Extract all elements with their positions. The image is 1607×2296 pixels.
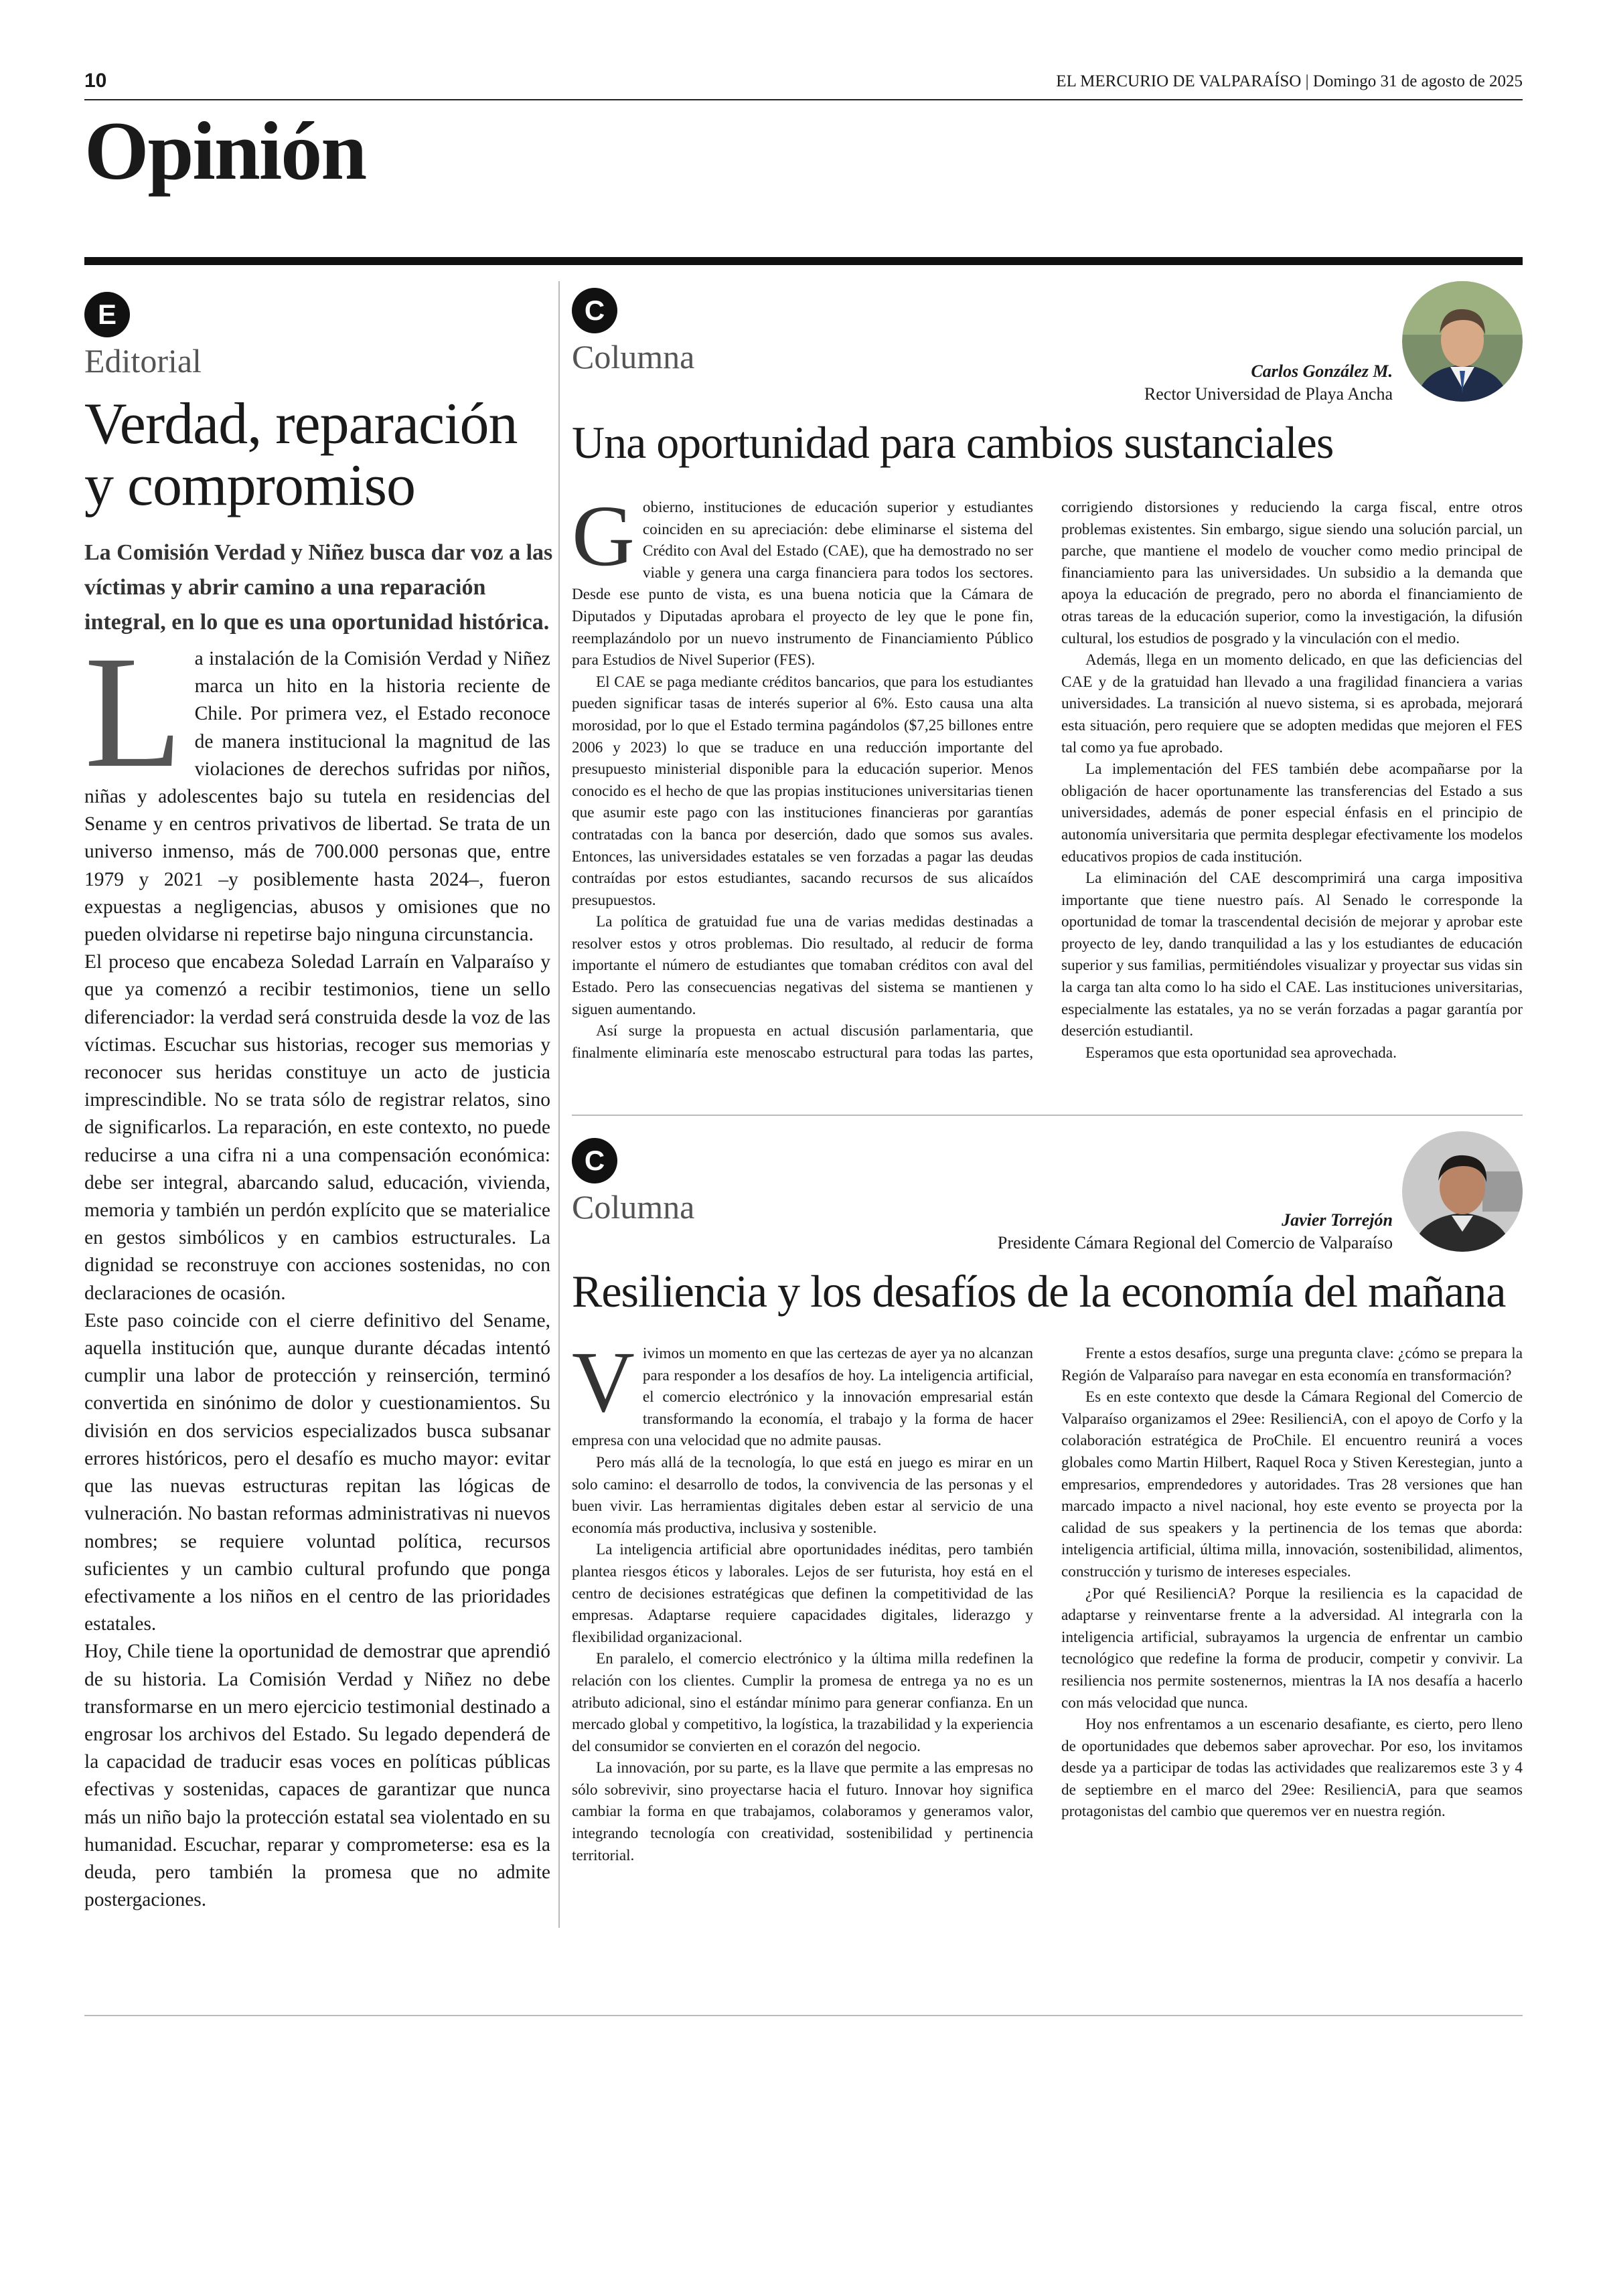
column-divider [558, 281, 560, 1928]
column2-body [572, 1334, 1523, 1932]
editorial-paragraph: Este paso coincide con el cierre definitivo del Sename, aquella institución que, aunque durante décadas intentó cumplir una labor de protección y reinserción, terminó convertida en sinónimo de dolor y cuestionamientos. Su división en dos servicios especializados busca subsanar errores históricos, pero el desafío es mucho mayor: evitar que las nuevas estructuras repitan las lógicas de vulneración. No bastan reformas administrativas ni nuevos nombres; se requiere voluntad política, recursos suficientes y un cambio cultural profundo que ponga efectivamente a los niños en el centro de las prioridades estatales. [84, 1309, 550, 1635]
column2-paragraph: La innovación, por su parte, es la llave que permite a las empresas no sólo sobrevivir, sino proyectarse hacia el futuro. Innovar hoy significa cambiar la forma en que trabajamos, colaboramos y generamos valor, integrando tecnología con creatividad, sostenibilidad y pertinencia territorial. [572, 1759, 1033, 1864]
column2-author-avatar [1402, 1131, 1523, 1252]
column1-author-name: Carlos González M. [1251, 361, 1393, 381]
column1-drop-cap: G [572, 488, 635, 584]
column1-headline: Una oportunidad para cambios sustanciales [572, 417, 1334, 468]
column2-paragraph: Es en este contexto que desde la Cámara Regional del Comercio de Valparaíso organizamos el 29ee: ResilienciA, con el apoyo de Corfo y la colaboración estratégica de ProChile. El encuentro reunirá a voces globales como Martin Hilbert, Raquel Roca y Stiven Kerestegian, junto a empresarios, emprendedores y autoridades. Tras 28 versiones que han marcado impacto a nivel nacional, hoy este evento se proyecta por la calidad de sus speakers y la pertinencia de los temas que aborda: inteligencia artificial, última milla, innovación, sostenibilidad, alimentos, construcción y turismo de intereses especiales. [1061, 1388, 1523, 1580]
column2-author-role: Presidente Cámara Regional del Comercio de Valparaíso [997, 1233, 1393, 1252]
section-title: Opinión [84, 105, 366, 197]
editorial-lead: La Comisión Verdad y Niñez busca dar voz a las víctimas y abrir camino a una reparación integral, en lo que es una oportunidad histórica. [84, 540, 553, 635]
column2-paragraph: En paralelo, el comercio electrónico y la última milla redefinen la relación con los clientes. Cumplir la promesa de entrega ya no es un atributo adicional, sino el estándar mínimo para generar confianza. En un mercado global y competitivo, la logística, la trazabilidad y la experiencia del consumidor se convierten en el corazón del negocio. [572, 1650, 1033, 1755]
column1-paragraph: Además, llega en un momento delicado, en que las deficiencias del CAE y de la gratuidad han llevado a una fragilidad financiera a varias universidades. La transición al nuevo sistema, si es aprobada, mejorará esta situación, pero requiere que se adopten medidas que mejoren el FES tal como ya fue aprobado. [1061, 651, 1523, 756]
column1-body [572, 488, 1523, 1106]
page-number: 10 [84, 70, 107, 92]
column2-headline: Resiliencia y los desafíos de la economía del mañana [572, 1266, 1506, 1317]
column2-paragraph: ivimos un momento en que las certezas de ayer ya no alcanzan para responder a los desafíos de hoy. La inteligencia artificial, el comercio electrónico y la innovación empresarial están transformando la economía, el trabajo y la forma de hacer empresa con una velocidad que no admite pausas. [572, 1345, 1033, 1450]
editorial-kicker: Editorial [84, 342, 202, 380]
column1-paragraph: La política de gratuidad fue una de varias medidas destinadas a resolver estos y otros problemas. Dio resultado, al reducir de forma importante el número de estudiantes que tomaban créditos con aval del Estado. Pero las consecuencias negativas del sistema se mantienen y siguen aumentando. [572, 913, 1033, 1018]
column2-paragraph: Hoy nos enfrentamos a un escenario desafiante, es cierto, pero lleno de oportunidades que debemos saber aprovechar. Por eso, los invitamos desde ya a participar de todas las actividades que realizaremos este 3 y 4 de septiembre en el marco del 29ee: ResilienciA, para que seamos protagonistas del cambio que queremos ver en nuestra región. [1061, 1716, 1523, 1821]
column2-paragraph: La inteligencia artificial abre oportunidades inéditas, pero también plantea riesgos éticos y laborales. Lejos de ser futurista, hoy está en el centro de decisiones estratégicas que definen la competitividad de las empresas. Adaptarse requiere capacidades digitales, liderazgo y flexibilidad organizacional. [572, 1541, 1033, 1646]
column1-paragraph: La implementación del FES también debe acompañarse por la obligación de hacer oportunamente las transferencias del Estado a sus universidades, además de poner especial énfasis en el principio de autonomía universitaria que permita desplegar efectivamente los modelos educativos propios de cada institución. [1061, 760, 1523, 866]
column1-paragraph: Así surge la propuesta en actual discusión parlamentaria, que finalmente eliminaría este menoscabo estructural para todas las partes, corrigiendo distorsiones y reduciendo la carga fiscal, entre otros problemas existentes. Sin embargo, sigue siendo una solución parcial, un parche, que mantiene el modelo de voucher como medio principal de financiamiento para las universidades. Un subsidio a la demanda que apoya la educación de pregrado, pero no aborda el financiamiento de otras tareas de la educación superior, como la investigación, la difusión cultural, los estudios de posgrado y la vinculación con el medio. [572, 499, 1523, 1062]
column1-kicker: Columna [572, 338, 695, 376]
column2-paragraph: Pero más allá de la tecnología, lo que está en juego es mirar en un solo camino: el desarrollo de todos, la convivencia de las personas y el buen vivir. Las herramientas digitales deben estar al servicio de una economía más productiva, inclusiva y sostenible. [572, 1453, 1033, 1537]
masthead: EL MERCURIO DE VALPARAÍSO | Domingo 31 de agosto de 2025 [1056, 72, 1523, 90]
editorial-headline: Verdad, reparación y compromiso [84, 392, 518, 518]
column2-author-name: Javier Torrejón [1282, 1210, 1393, 1230]
column2-paragraph: ¿Por qué ResilienciA? Porque la resiliencia es la capacidad de adaptarse y reinventarse frente a la adversidad. Al integrarla con la inteligencia artificial, subrayamos la urgencia de enfrentar un cambio tecnológico que redefine la forma de producir, competir y convivir. La resiliencia nos permite sostenernos, mientras la IA nos desafía a hacerlo con más velocidad que nunca. [1061, 1584, 1523, 1712]
column2-badge: C [572, 1138, 617, 1183]
editorial-body [84, 623, 550, 1914]
editorial-paragraph: El proceso que encabeza Soledad Larraín en Valparaíso y que ya comenzó a recibir testimonios, tiene un sello diferenciador: la verdad será construida desde la voz de las víctimas. Escuchar sus historias, recoger sus memorias y reconocer sus heridas constituye un acto de justicia imprescindible. No se trata sólo de registrar relatos, sino de significarlos. La reparación, en este contexto, no puede reducirse a una cifra ni a una compensación económica: debe ser integral, abarcando salud, educación, vivienda, memoria y también un perdón explícito que se materialice en gestos simbólicos y en cambios estructurales. La dignidad se reconstruye con acciones sostenidas, no con declaraciones de ocasión. [84, 951, 550, 1304]
editorial-drop-cap: L [84, 623, 183, 801]
column2-kicker: Columna [572, 1188, 695, 1226]
bottom-rule [84, 2015, 1523, 2016]
column-separator [572, 1115, 1523, 1116]
column2-drop-cap: V [572, 1334, 635, 1430]
section-rule [84, 257, 1523, 265]
column1-author-role: Rector Universidad de Playa Ancha [1144, 384, 1393, 404]
column1-paragraph: Esperamos que esta oportunidad sea aprovechada. [1085, 1044, 1397, 1062]
column1-paragraph: obierno, instituciones de educación superior y estudiantes coinciden en su apreciación: debe eliminarse el sistema del Crédito con Aval del Estado (CAE), que ha demostrado no ser viable y genera una carga financiera para todos los sectores. Desde ese punto de vista, es una buena noticia que la Cámara de Diputados y Diputadas aprobara el proyecto de ley que le pone fin, reemplazándolo por un nuevo instrumento de Financiamiento Público para Estudios de Nivel Superior (FES). [572, 499, 1033, 669]
editorial-badge: E [84, 292, 130, 337]
editorial-paragraph: a instalación de la Comisión Verdad y Niñez marca un hito en la historia reciente de Chile. Por primera vez, el Estado reconoce de manera institucional la magnitud de las violaciones de derechos sufridas por niños, niñas y adolescentes bajo su tutela en residencias del Sename y en centros privativos de libertad. Se trata de un universo inmenso, más de 700.000 personas que, entre 1979 y 2021 –y posiblemente hasta 2024–, fueron expuestas a negligencias, abusos y omisiones que no pueden olvidarse ni repetirse bajo ninguna circunstancia. [84, 648, 550, 946]
column2-paragraph: Frente a estos desafíos, surge una pregunta clave: ¿cómo se prepara la Región de Valparaíso para navegar en esta economía en transformación? [1061, 1345, 1523, 1384]
column1-badge: C [572, 288, 617, 333]
editorial-paragraph: Hoy, Chile tiene la oportunidad de demostrar que aprendió de su historia. La Comisión Verdad y Niñez no debe transformarse en un mero ejercicio testimonial destinado a engrosar los archivos del Estado. Su legado dependerá de la capacidad de traducir esas voces en políticas públicas efectivas y sostenidas, capaces de garantizar que nunca más un niño bajo la protección estatal sea violentado en su humanidad. Escuchar, reparar y comprometerse: esa es la deuda, pero también la promesa que no admite postergaciones. [84, 1641, 550, 1911]
column1-paragraph: El CAE se paga mediante créditos bancarios, que para los estudiantes pueden significar tasas de interés superior al 6%. Esto causa una alta morosidad, por lo que el Estado termina pagándolos ($7,25 billones entre 2006 y 2023) lo que se traduce en una reducción importante del presupuesto ministerial disponible para la educación superior. Menos conocido es el hecho de que las propias instituciones universitarias tienen que asumir este pago con las instituciones financieras por garantías contratadas con la banca por deserción, dado que somos sus avales. Entonces, las universidades estatales se ven forzadas a pagar las deudas contraídas por estos estudiantes, sacando recursos de sus alicaídos presupuestos. [572, 673, 1033, 909]
top-rule [84, 99, 1523, 100]
column1-author-avatar [1402, 281, 1523, 402]
column1-paragraph: La eliminación del CAE descomprimirá una carga impositiva importante que tiene nuestro país. Al Senado le corresponde la oportunidad de tomar la trascendental decisión de mejorar y aprobar este proyecto de ley, dando tranquilidad a las y los estudiantes de educación superior y sus familias, permitiéndoles visualizar y proyectar sus vidas sin la carga tan alta como lo ha sido el CAE. Las instituciones universitarias, especialmente las estatales, ya no se verán forzadas a pagar garantía por deserción estudiantil. [1061, 870, 1523, 1040]
